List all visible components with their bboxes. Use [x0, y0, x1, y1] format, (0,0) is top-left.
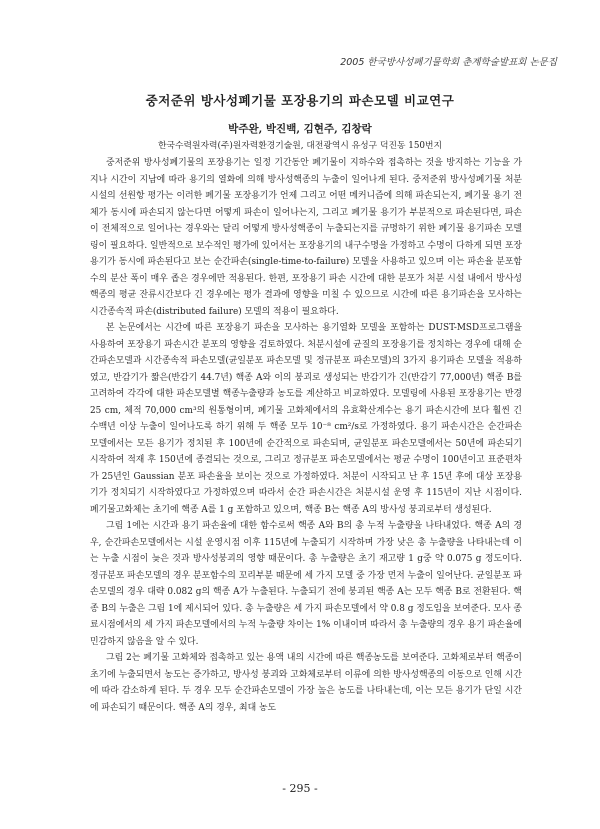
body-paragraph-2: 본 논문에서는 시간에 따른 포장용기 파손을 모사하는 용기열화 모델을 포함하는 DUST-MSD프로그램을 사용하여 포장용기 파손시간 분포의 영향을 검토하였다. 처분시설에 균질의 포장용기를 정치하는 경우에 대해 순간파손모델과 시간종속적 파손모델(균일분포 파손모델 및 정규분포 파손모델)의 3가지 용기파손 모델을 적용하였고, 반감기가 짧은(반감기 44.7년) 핵종 A와 이의 붕괴로 생성되는 반감기가 긴(반감기 77,000년) 핵종 B를 고려하여 각각에 대한 파손모델별 핵종누출량과 농도를 계산하고 비교하였다. 모델링에 사용된 포장용기는 반경 25 cm, 체적 70,000 cm³의 원통형이며, 폐기물 고화체에서의 유효확산계수는 용기 파손시간에 보다 훨씬 긴 수백년 이상 누출이 일어나도록 하기 위해 두 핵종 모두 10⁻⁸ cm²/s로 가정하였다. 용기 파손시간은 순간파손 모델에서는 모든 용기가 정치된 후 100년에 순간적으로 파손되며, 균일분포 파손모델에서는 50년에 파손되기 시작하여 적재 후 150년에 종결되는 것으로, 그리고 정규분포 파손모델에서는 평균 수명이 100년이고 표준편차가 25년인 Gaussian 분포 파손율을 보이는 것으로 가정하였다. 처분이 시작되고 난 후 15년 후에 대상 포장용기가 정치되기 시작하였다고 가정하였으며 따라서 순간 파손시간은 처분시설 운영 후 115년이 지난 시점이다. 폐기물고화체는 초기에 핵종 A를 1 g 포함하고 있으며, 핵종 B는 핵종 A의 방사성 붕괴로부터 생성된다. [90, 323, 522, 515]
body-paragraph-3: 그림 1에는 시간과 용기 파손율에 대한 함수로써 핵종 A와 B의 총 누적 누출량을 나타내었다. 핵종 A의 경우, 순간파손모델에서는 시설 운영시점 이후 115년에 누출되기 시작하며 가장 낮은 총 누출량을 나타내는데 이는 누출 시점이 늦은 것과 방사성붕괴의 영향 때문이다. 총 누출량은 초기 재고량 1 g중 약 0.075 g 정도이다. 정규분포 파손모델의 경우 분포함수의 꼬리부분 때문에 세 가지 모델 중 가장 먼저 누출이 일어난다. 균일분포 파손모델의 경우 대략 0.082 g의 핵종 A가 누출된다. 누출되기 전에 붕괴된 핵종 A는 모두 핵종 B로 전환된다. 핵종 B의 누출은 그림 1에 제시되어 있다. 총 누출량은 세 가지 파손모델에서 약 0.8 g 정도임을 보여준다. 모사 종료시점에서의 세 가지 파손모델에서의 누적 누출량 차이는 1% 이내이며 따라서 총 누출량의 경우 용기 파손율에 민감하지 않음을 알 수 있다. [90, 521, 522, 647]
page-number: - 295 - [282, 782, 318, 795]
body-paragraph-4: 그림 2는 폐기물 고화체와 접촉하고 있는 용액 내의 시간에 따른 핵종농도를 보여준다. 고화체로부터 핵종이 초기에 누출되면서 농도는 증가하고, 방사성 붕괴와 고화체로부터 이류에 의한 방사성핵종의 이동으로 인해 시간에 따라 감소하게 된다. 두 경우 모두 순간파손모델이 가장 높은 농도를 나타내는데, 이는 모든 용기가 단일 시간에 파손되기 때문이다. 핵종 A의 경우, 최대 농도 [90, 653, 522, 713]
paper-body [90, 155, 522, 716]
paper-title: 중저준위 방사성폐기물 포장용기의 파손모델 비교연구 [145, 93, 455, 108]
conference-header: 2005 한국방사성폐기물학회 춘계학술발표회 논문집 [340, 57, 557, 68]
paper-authors: 박주완, 박진백, 김현주, 김창락 [228, 123, 372, 135]
body-paragraph-1: 중저준위 방사성폐기물의 포장용기는 일정 기간동안 폐기물이 지하수와 접촉하는 것을 방지하는 기능을 가지나 시간이 지남에 따라 용기의 열화에 의해 방사성핵종의 누출이 일어나게 된다. 중저준위 방사성폐기물 처분시설의 선원항 평가는 이러한 폐기물 포장용기가 언제 그리고 어떤 메커니즘에 의해 파손되는지, 폐기물 용기 전체가 동시에 파손되지 않는다면 어떻게 파손이 일어나는지, 그리고 폐기물 용기가 부분적으로 파손된다면, 파손이 전체적으로 일어나는 경우와는 달리 어떻게 방사성핵종이 누출되는지를 규명하기 위한 폐기물 용기파손 모델링이 필요하다. 일반적으로 보수적인 평가에 있어서는 포장용기의 내구수명을 가정하고 수명이 다하게 되면 포장용기가 동시에 파손된다고 보는 순간파손(single-time-to-failure) 모델을 사용하고 있으며 이는 파손율 분포함수의 분산 폭이 매우 좁은 경우에만 적용된다. 한편, 포장용기 파손 시간에 대한 분포가 처분 시설 내에서 방사성핵종의 평균 잔류시간보다 긴 경우에는 평가 결과에 영향을 미칠 수 있으므로 시간에 따른 용기파손을 모사하는 시간종속적 파손(distributed failure) 모델의 적용이 필요하다. [90, 158, 522, 317]
paper-affiliation: 한국수력원자력(주)원자력환경기술원, 대전광역시 유성구 덕진동 150번지 [157, 141, 443, 151]
